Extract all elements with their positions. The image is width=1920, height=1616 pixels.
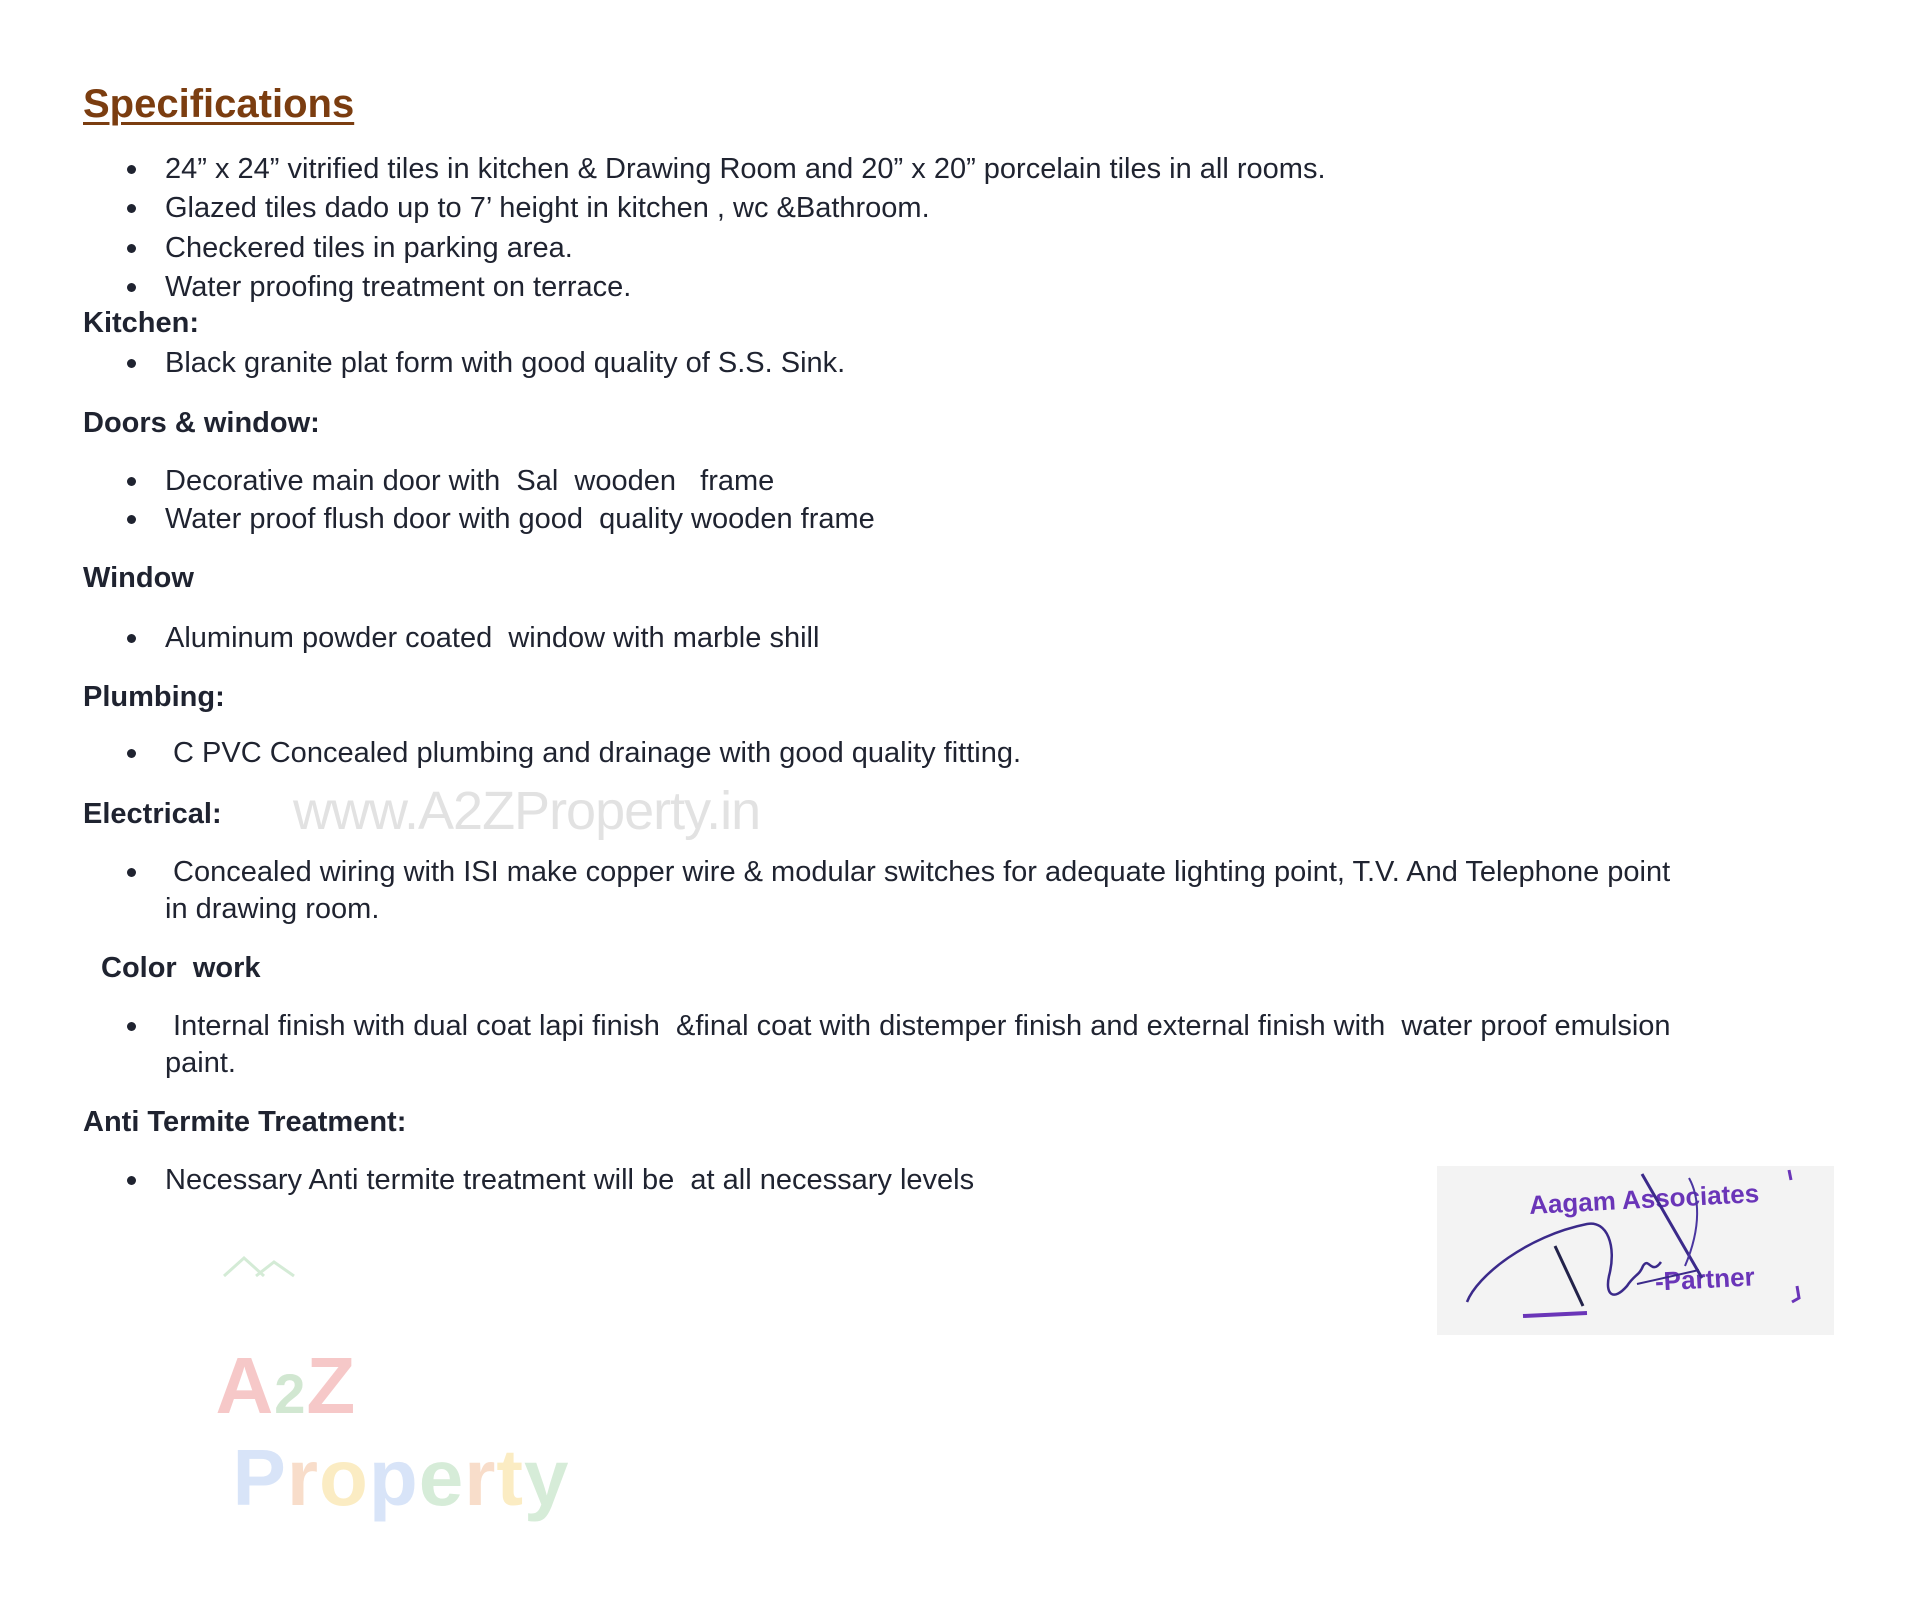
- logo-digit-2: 2: [274, 1362, 307, 1425]
- logo-letter-z: Z: [306, 1341, 357, 1430]
- bullet-icon: [127, 1022, 136, 1031]
- section-heading: Window: [83, 562, 194, 594]
- bullet-icon: [127, 1176, 136, 1185]
- section-heading: Electrical:: [83, 798, 222, 830]
- logo-word-o: o: [318, 1433, 369, 1522]
- section-heading: Kitchen:: [83, 307, 199, 339]
- list-item: Black granite plat form with good quality of S.S. Sink.: [165, 347, 846, 379]
- bullet-icon: [127, 477, 136, 486]
- bullet-icon: [127, 359, 136, 368]
- logo-word-p2: p: [368, 1433, 419, 1522]
- list-item: Checkered tiles in parking area.: [165, 232, 573, 264]
- list-item: Water proof flush door with good quality wooden frame: [165, 503, 875, 535]
- list-item: Concealed wiring with ISI make copper wire & modular switches for adequate lighting point, T.V. And Telephone point: [165, 856, 1671, 888]
- bullet-icon: [127, 244, 136, 253]
- list-item: Aluminum powder coated window with marble shill: [165, 622, 820, 654]
- bullet-icon: [127, 283, 136, 292]
- house-roof-icon: [222, 1254, 302, 1280]
- bullet-icon: [127, 868, 136, 877]
- list-item: Necessary Anti termite treatment will be at all necessary levels: [165, 1164, 975, 1196]
- list-item: Decorative main door with Sal wooden frame: [165, 465, 775, 497]
- logo-word-r: r: [286, 1433, 319, 1522]
- bullet-icon: [127, 634, 136, 643]
- signature-icon: [1437, 1166, 1834, 1335]
- company-stamp: [1437, 1166, 1834, 1335]
- logo-word-p: P: [232, 1433, 287, 1522]
- watermark-logo: [172, 1248, 569, 1616]
- list-item: 24” x 24” vitrified tiles in kitchen & Drawing Room and 20” x 20” porcelain tiles in all rooms.: [165, 153, 1326, 185]
- watermark-url: www.A2ZProperty.in: [293, 781, 761, 841]
- list-item: Internal finish with dual coat lapi finish &final coat with distemper finish and external finish with water proof emulsion: [165, 1010, 1671, 1042]
- bullet-icon: [127, 204, 136, 213]
- bullet-icon: [127, 515, 136, 524]
- stamp-company-name: Aagam Associates: [1528, 1177, 1760, 1221]
- section-heading: Doors & window:: [83, 407, 320, 439]
- stamp-role: -Partner: [1654, 1261, 1756, 1297]
- section-heading: Plumbing:: [83, 681, 225, 713]
- page-title: Specifications: [83, 82, 355, 126]
- bullet-icon: [127, 165, 136, 174]
- list-item-continuation: paint.: [165, 1047, 236, 1079]
- section-heading: Color work: [101, 952, 261, 984]
- bullet-icon: [127, 749, 136, 758]
- logo-word-e: e: [418, 1433, 465, 1522]
- list-item: Water proofing treatment on terrace.: [165, 271, 632, 303]
- list-item: C PVC Concealed plumbing and drainage with good quality fitting.: [165, 737, 1022, 769]
- logo-letter-a: A: [215, 1341, 275, 1430]
- logo-word-y: y: [523, 1433, 570, 1522]
- logo-word-r2: r: [464, 1433, 497, 1522]
- section-heading: Anti Termite Treatment:: [83, 1106, 407, 1138]
- list-item: Glazed tiles dado up to 7’ height in kitchen , wc &Bathroom.: [165, 192, 930, 224]
- list-item-continuation: in drawing room.: [165, 893, 380, 925]
- logo-word-t: t: [496, 1433, 524, 1522]
